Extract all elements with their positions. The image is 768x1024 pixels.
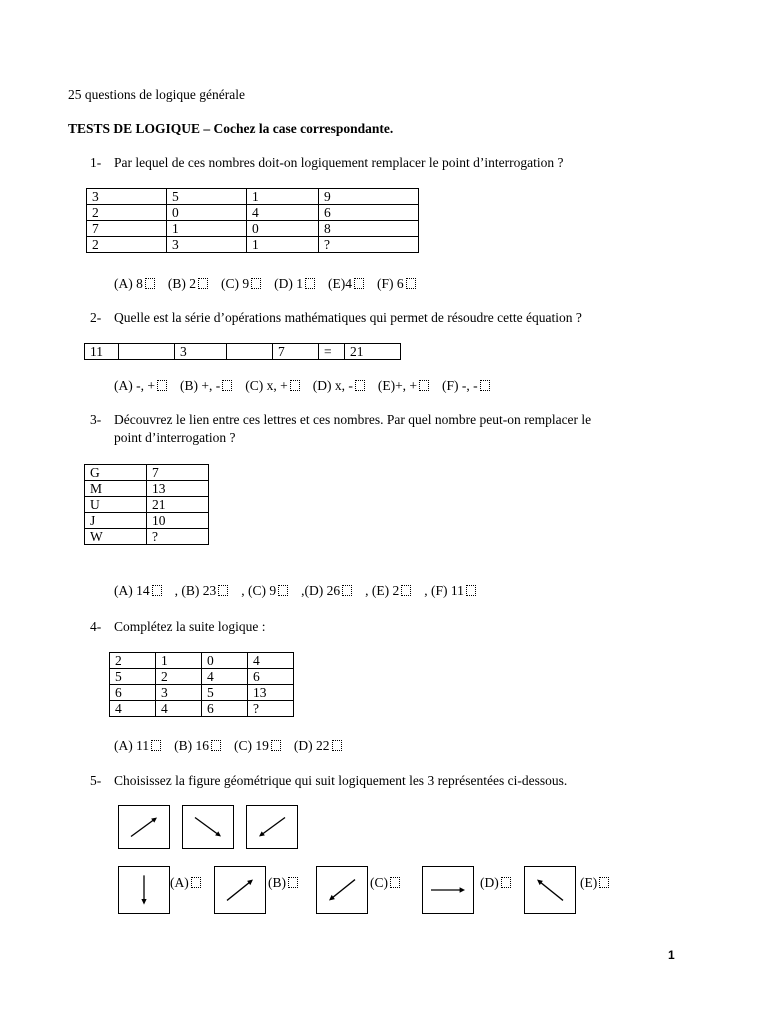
- table-cell: 7: [147, 465, 209, 481]
- figure-box: [214, 866, 266, 914]
- table-row: [85, 497, 209, 513]
- option-label: (F) 6: [377, 276, 404, 291]
- checkbox[interactable]: [406, 278, 416, 289]
- question-1-options: [114, 276, 429, 292]
- table-cell: [119, 344, 175, 360]
- arrow-up-right-icon: [119, 806, 169, 848]
- option-label: (A): [170, 875, 189, 890]
- checkbox[interactable]: [251, 278, 261, 289]
- table-cell: 1: [247, 237, 319, 253]
- table-cell: G: [85, 465, 147, 481]
- table-cell: W: [85, 529, 147, 545]
- instructions-heading: TESTS DE LOGIQUE – Cochez la case correspondante.: [68, 121, 394, 136]
- answer-option: [365, 583, 411, 599]
- checkbox[interactable]: [355, 380, 365, 391]
- table-cell: 5: [202, 685, 248, 701]
- answer-option: [313, 378, 365, 394]
- answer-option: [245, 378, 299, 394]
- table-cell: 3: [167, 237, 247, 253]
- choice-option: [170, 875, 201, 891]
- table-cell: ?: [248, 701, 294, 717]
- checkbox[interactable]: [271, 740, 281, 751]
- arrow-down-right-icon: [183, 806, 233, 848]
- arrow-right-icon: [423, 867, 473, 913]
- table-cell: 3: [175, 344, 227, 360]
- question-3-table: [84, 464, 209, 545]
- choice-option: [370, 875, 400, 891]
- arrow-down-left-icon: [317, 867, 367, 913]
- document-title: 25 questions de logique générale: [68, 87, 245, 102]
- figure-box: [422, 866, 474, 914]
- question-number: 5-: [90, 773, 102, 788]
- table-cell: 11: [85, 344, 119, 360]
- checkbox[interactable]: [211, 740, 221, 751]
- checkbox[interactable]: [419, 380, 429, 391]
- answer-option: [234, 738, 281, 754]
- checkbox[interactable]: [501, 877, 511, 888]
- option-label: ,(D) 26: [301, 583, 341, 598]
- option-label: (C): [370, 875, 388, 890]
- question-4-options: [114, 738, 355, 754]
- answer-option: [377, 276, 416, 292]
- option-label: , (E) 2: [365, 583, 400, 598]
- option-label: (D) x, -: [312, 378, 353, 393]
- table-cell: 2: [156, 669, 202, 685]
- option-label: (E)4: [328, 276, 352, 291]
- question-4: [90, 619, 265, 635]
- checkbox[interactable]: [157, 380, 167, 391]
- option-label: (E)+, +: [377, 378, 418, 393]
- question-number: 4-: [90, 619, 102, 634]
- table-cell: 6: [319, 205, 419, 221]
- arrow-down-icon: [119, 867, 169, 913]
- table-cell: 4: [110, 701, 156, 717]
- arrow-up-left-icon: [525, 867, 575, 913]
- question-number: 1-: [90, 155, 102, 170]
- option-label: (E): [580, 875, 598, 890]
- table-cell: 6: [248, 669, 294, 685]
- table-row: [87, 221, 419, 237]
- question-5: [90, 773, 567, 789]
- option-label: (F) -, -: [442, 378, 478, 393]
- checkbox[interactable]: [480, 380, 490, 391]
- answer-option: [114, 583, 162, 599]
- table-cell: J: [85, 513, 147, 529]
- question-4-table: [109, 652, 294, 717]
- checkbox[interactable]: [278, 585, 288, 596]
- question-2: [90, 310, 582, 326]
- figure-box: [246, 805, 298, 849]
- checkbox[interactable]: [218, 585, 228, 596]
- figure-box: [118, 805, 170, 849]
- question-2-table: [84, 343, 401, 360]
- table-cell: 4: [248, 653, 294, 669]
- checkbox[interactable]: [305, 278, 315, 289]
- table-cell: 10: [147, 513, 209, 529]
- table-cell: 2: [87, 205, 167, 221]
- table-row: [87, 189, 419, 205]
- option-label: (D) 22: [293, 738, 330, 753]
- checkbox[interactable]: [198, 278, 208, 289]
- answer-option: [241, 583, 288, 599]
- question-text: Choisissez la figure géométrique qui suit logiquement les 3 représentées ci-dessous.: [114, 773, 568, 788]
- figure-box: [182, 805, 234, 849]
- table-cell: 9: [319, 189, 419, 205]
- checkbox[interactable]: [390, 877, 400, 888]
- question-3-text-line-2: point d’interrogation ?: [114, 430, 236, 445]
- option-label: , (C) 9: [241, 583, 277, 598]
- table-cell: 6: [202, 701, 248, 717]
- question-number: 3-: [90, 412, 102, 427]
- answer-option: [114, 738, 161, 754]
- option-label: (A) -, +: [114, 378, 155, 393]
- table-row: [85, 529, 209, 545]
- table-cell: 5: [167, 189, 247, 205]
- answer-option: [328, 276, 364, 292]
- answer-option: [442, 378, 490, 394]
- option-label: (A) 8: [114, 276, 143, 291]
- checkbox[interactable]: [152, 585, 162, 596]
- option-label: (D): [480, 875, 499, 890]
- table-row: [110, 669, 294, 685]
- table-cell: 1: [156, 653, 202, 669]
- checkbox[interactable]: [288, 877, 298, 888]
- table-cell: M: [85, 481, 147, 497]
- question-1: [90, 155, 563, 171]
- option-label: (B) 2: [167, 276, 196, 291]
- table-row: [110, 653, 294, 669]
- table-row: [85, 481, 209, 497]
- table-cell: 4: [202, 669, 248, 685]
- table-cell: 0: [247, 221, 319, 237]
- table-row: [110, 701, 294, 717]
- table-cell: 7: [87, 221, 167, 237]
- checkbox[interactable]: [599, 877, 609, 888]
- table-cell: 4: [247, 205, 319, 221]
- table-cell: ?: [147, 529, 209, 545]
- table-cell: ?: [319, 237, 419, 253]
- checkbox[interactable]: [466, 585, 476, 596]
- question-2-options: [114, 378, 503, 394]
- option-label: , (F) 11: [424, 583, 464, 598]
- option-label: (B) 16: [174, 738, 209, 753]
- table-cell: 2: [87, 237, 167, 253]
- table-row: [87, 237, 419, 253]
- table-row: [110, 685, 294, 701]
- checkbox[interactable]: [401, 585, 411, 596]
- question-text: Complétez la suite logique :: [114, 619, 266, 634]
- option-label: (C) 9: [221, 276, 250, 291]
- table-cell: 0: [202, 653, 248, 669]
- answer-option: [424, 583, 476, 599]
- checkbox[interactable]: [332, 740, 342, 751]
- table-row: [85, 344, 401, 360]
- question-text-line-1: Découvrez le lien entre ces lettres et ces nombres. Par quel nombre peut-on remplacer le: [114, 412, 592, 427]
- table-cell: 21: [147, 497, 209, 513]
- answer-option: [114, 276, 155, 292]
- question-text: Quelle est la série d’opérations mathématiques qui permet de résoudre cette équation ?: [114, 310, 582, 325]
- table-cell: 0: [167, 205, 247, 221]
- table-cell: 13: [248, 685, 294, 701]
- checkbox[interactable]: [151, 740, 161, 751]
- table-cell: 5: [110, 669, 156, 685]
- question-text: Par lequel de ces nombres doit-on logiquement remplacer le point d’interrogation ?: [114, 155, 564, 170]
- figure-box: [118, 866, 170, 914]
- checkbox[interactable]: [222, 380, 232, 391]
- answer-option: [175, 583, 229, 599]
- arrow-up-right-icon: [215, 867, 265, 913]
- answer-option: [274, 276, 315, 292]
- option-label: (B): [268, 875, 286, 890]
- question-1-table: [86, 188, 419, 253]
- choice-option: [480, 875, 511, 891]
- table-cell: 3: [156, 685, 202, 701]
- question-number: 2-: [90, 310, 102, 325]
- table-cell: 1: [167, 221, 247, 237]
- table-row: [85, 465, 209, 481]
- checkbox[interactable]: [354, 278, 364, 289]
- table-row: [85, 513, 209, 529]
- choice-option: [268, 875, 298, 891]
- answer-option: [174, 738, 221, 754]
- answer-option: [294, 738, 342, 754]
- page-number: 1: [668, 948, 675, 962]
- checkbox[interactable]: [342, 585, 352, 596]
- option-label: (A) 14: [114, 583, 150, 598]
- table-row: [87, 205, 419, 221]
- checkbox[interactable]: [290, 380, 300, 391]
- answer-option: [221, 276, 261, 292]
- figure-box: [316, 866, 368, 914]
- table-cell: [227, 344, 273, 360]
- table-cell: 13: [147, 481, 209, 497]
- option-label: (D) 1: [274, 276, 303, 291]
- answer-option: [180, 378, 232, 394]
- table-cell: 21: [345, 344, 401, 360]
- option-label: , (B) 23: [174, 583, 217, 598]
- answer-option: [114, 378, 167, 394]
- question-3-options: [114, 583, 489, 599]
- table-cell: 6: [110, 685, 156, 701]
- choice-option: [580, 875, 609, 891]
- table-cell: 4: [156, 701, 202, 717]
- answer-option: [378, 378, 429, 394]
- figure-box: [524, 866, 576, 914]
- table-cell: U: [85, 497, 147, 513]
- table-cell: 7: [273, 344, 319, 360]
- answer-option: [168, 276, 208, 292]
- table-cell: 3: [87, 189, 167, 205]
- checkbox[interactable]: [191, 877, 201, 888]
- option-label: (A) 11: [114, 738, 150, 753]
- table-cell: 2: [110, 653, 156, 669]
- arrow-down-left-icon: [247, 806, 297, 848]
- table-cell: =: [319, 344, 345, 360]
- checkbox[interactable]: [145, 278, 155, 289]
- table-cell: 1: [247, 189, 319, 205]
- answer-option: [301, 583, 352, 599]
- option-label: (C) 19: [234, 738, 269, 753]
- table-cell: 8: [319, 221, 419, 237]
- question-3: [90, 412, 591, 428]
- option-label: (C) x, +: [245, 378, 288, 393]
- option-label: (B) +, -: [179, 378, 221, 393]
